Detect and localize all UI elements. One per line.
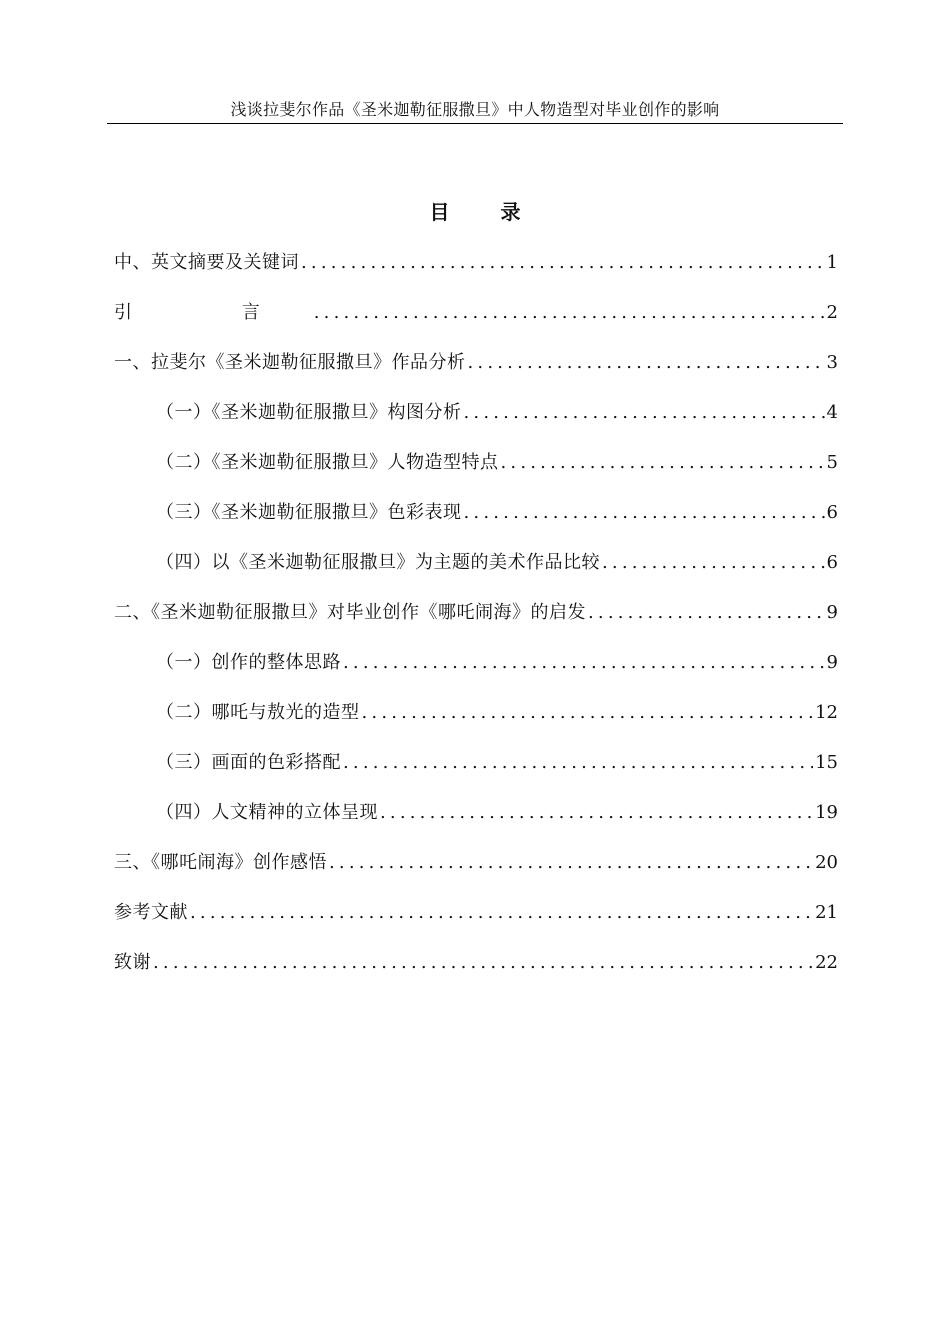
- dot-leader: [362, 696, 814, 730]
- table-of-contents: [114, 246, 838, 996]
- toc-page-number: 12: [815, 702, 838, 723]
- toc-entry-text: （二）哪吒与敖光的造型: [156, 702, 360, 723]
- toc-entry-abstract[interactable]: [114, 246, 838, 296]
- toc-page-number: 5: [826, 452, 838, 473]
- dot-leader: [329, 846, 813, 880]
- header-rule: [107, 123, 843, 124]
- toc-entry-introduction[interactable]: [114, 296, 838, 346]
- toc-page-number: 20: [815, 852, 838, 873]
- dot-leader: [314, 296, 825, 330]
- toc-entry-text: 参考文献: [114, 902, 188, 923]
- toc-page-number: 2: [826, 302, 838, 323]
- toc-page-number: 6: [826, 502, 838, 523]
- toc-title: 目 录: [429, 200, 543, 224]
- toc-page-number: 9: [826, 602, 838, 623]
- dot-leader: [501, 446, 825, 480]
- dot-leader: [301, 246, 825, 280]
- toc-entry-chapter-1[interactable]: [114, 346, 838, 396]
- toc-entry-2-1[interactable]: [114, 646, 838, 696]
- toc-entry-1-4[interactable]: [114, 546, 838, 596]
- toc-entry-text: 三、《哪吒闹海》创作感悟: [114, 852, 327, 873]
- toc-entry-2-2[interactable]: [114, 696, 838, 746]
- toc-entry-text: 致谢: [114, 952, 151, 973]
- running-header: 浅谈拉斐尔作品《圣米迦勒征服撒旦》中人物造型对毕业创作的影响: [230, 100, 720, 119]
- dot-leader: [380, 796, 813, 830]
- toc-entry-text: 引 言: [114, 302, 312, 323]
- toc-page-number: 1: [826, 252, 838, 273]
- dot-leader: [153, 946, 813, 980]
- toc-page-number: 21: [815, 902, 838, 923]
- toc-entry-chapter-3[interactable]: [114, 846, 838, 896]
- toc-page-number: 22: [815, 952, 838, 973]
- toc-entry-text: （四）以《圣米迦勒征服撒旦》为主题的美术作品比较: [156, 552, 600, 573]
- toc-page-number: 6: [826, 552, 838, 573]
- dot-leader: [190, 896, 813, 930]
- toc-page-number: 19: [815, 802, 838, 823]
- toc-entry-text: （三）《圣米迦勒征服撒旦》色彩表现: [156, 502, 462, 523]
- dot-leader: [464, 396, 825, 430]
- dot-leader: [468, 346, 825, 380]
- toc-entry-text: （二）《圣米迦勒征服撒旦》人物造型特点: [156, 452, 499, 473]
- dot-leader: [464, 496, 825, 530]
- toc-page-number: 3: [826, 352, 838, 373]
- toc-entry-chapter-2[interactable]: [114, 596, 838, 646]
- toc-entry-text: （四）人文精神的立体呈现: [156, 802, 378, 823]
- toc-entry-acknowledgements[interactable]: [114, 946, 838, 996]
- dot-leader: [343, 646, 825, 680]
- toc-page-number: 4: [826, 402, 838, 423]
- toc-page-number: 9: [826, 652, 838, 673]
- toc-entry-1-2[interactable]: [114, 446, 838, 496]
- toc-entry-2-3[interactable]: [114, 746, 838, 796]
- toc-entry-2-4[interactable]: [114, 796, 838, 846]
- dot-leader: [343, 746, 813, 780]
- toc-entry-references[interactable]: [114, 896, 838, 946]
- toc-entry-text: （三）画面的色彩搭配: [156, 752, 341, 773]
- dot-leader: [588, 596, 825, 630]
- toc-entry-1-3[interactable]: [114, 496, 838, 546]
- toc-page-number: 15: [815, 752, 838, 773]
- toc-entry-text: （一）创作的整体思路: [156, 652, 341, 673]
- toc-entry-text: 中、英文摘要及关键词: [114, 252, 299, 273]
- dot-leader: [602, 546, 825, 580]
- toc-entry-text: 一、拉斐尔《圣米迦勒征服撒旦》作品分析: [114, 352, 466, 373]
- toc-entry-text: （一）《圣米迦勒征服撒旦》构图分析: [156, 402, 462, 423]
- toc-entry-text: 二、《圣米迦勒征服撒旦》对毕业创作《哪吒闹海》的启发: [114, 602, 586, 623]
- toc-entry-1-1[interactable]: [114, 396, 838, 446]
